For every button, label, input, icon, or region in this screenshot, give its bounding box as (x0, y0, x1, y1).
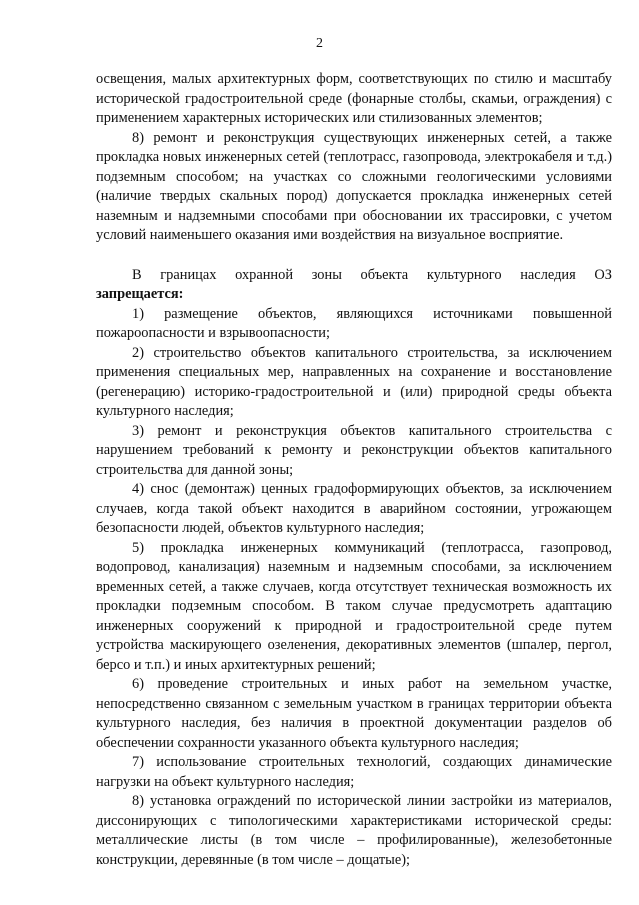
prohibited-item-7: 7) использование строительных технологий, создающих динамические нагрузки на объект культурного наследия; (96, 754, 612, 790)
paragraph-lighting-continuation: освещения, малых архитектурных форм, соответствующих по стилю и масштабу исторической градостроительной среде (фонарные столбы, скамьи, ограждения) с применением характерных исторических или стилизованных элементов; (96, 71, 612, 126)
zone-intro-text: В границах охранной зоны объекта культурного наследия ОЗ (132, 266, 612, 283)
prohibited-item-6: 6) проведение строительных и иных работ на земельном участке, непосредственно связанном с земельным участком в границах территории объекта культурного наследия, без наличия в проектной документации разделов об обеспечении сохранности указанного объекта культурного наследия; (96, 676, 612, 751)
zone-prohibited-label: запрещается: (96, 286, 184, 302)
prohibited-item-4: 4) снос (демонтаж) ценных градоформирующих объектов, за исключением случаев, когда такой объект находится в аварийном состоянии, угрожающем безопасности людей, объектов культурного наследия; (96, 481, 612, 536)
zone-heading (96, 266, 612, 286)
document-body (96, 70, 612, 870)
prohibited-item-2: 2) строительство объектов капитального строительства, за исключением применения специальных мер, направленных на сохранение и восстановление (регенерацию) историко-градостроительной и (или) природной среды объекта культурного наследия; (96, 344, 612, 419)
prohibited-item-5: 5) прокладка инженерных коммуникаций (теплотрасса, газопровод, водопровод, канализация) наземным и надземным способами, за исключением временных сетей, а также случаев, когда отсутствует техническая возможность их прокладки подземным способом. В таком случае предусмотреть адаптацию инженерных сооружений к природной и градостроительной среде путем устройства маскирующего озеленения, декоративных элементов (шпалер, пергол, берсо и т.п.) и иных архитектурных решений; (96, 539, 612, 673)
section-gap (96, 246, 612, 266)
paragraph-item-8-engineering-networks: 8) ремонт и реконструкция существующих инженерных сетей, а также прокладка новых инженерных сетей (теплотрасс, газопровода, электрокабеля и т.д.) подземным способом; на участках со сложными геологическими условиями (наличие твердых скальных пород) допускается прокладка инженерных сетей наземным и надземными способами при обосновании их трассировки, с учетом условий наименьшего оказания ими воздействия на визуальное восприятие. (96, 129, 612, 243)
prohibited-item-8: 8) установка ограждений по исторической линии застройки из материалов, диссонирующих с типологическими характеристиками исторической среды: металлические листы (в том числе – профилированные), железобетонные конструкции, деревянные (в том числе – дощатые); (96, 793, 612, 868)
prohibited-item-1: 1) размещение объектов, являющихся источниками повышенной пожароопасности и взрывоопасности; (96, 305, 612, 341)
page-number: 2 (316, 36, 323, 51)
prohibited-item-3: 3) ремонт и реконструкция объектов капитального строительства с нарушением требований к ремонту и реконструкции объектов капитального строительства для данной зоны; (96, 422, 612, 478)
